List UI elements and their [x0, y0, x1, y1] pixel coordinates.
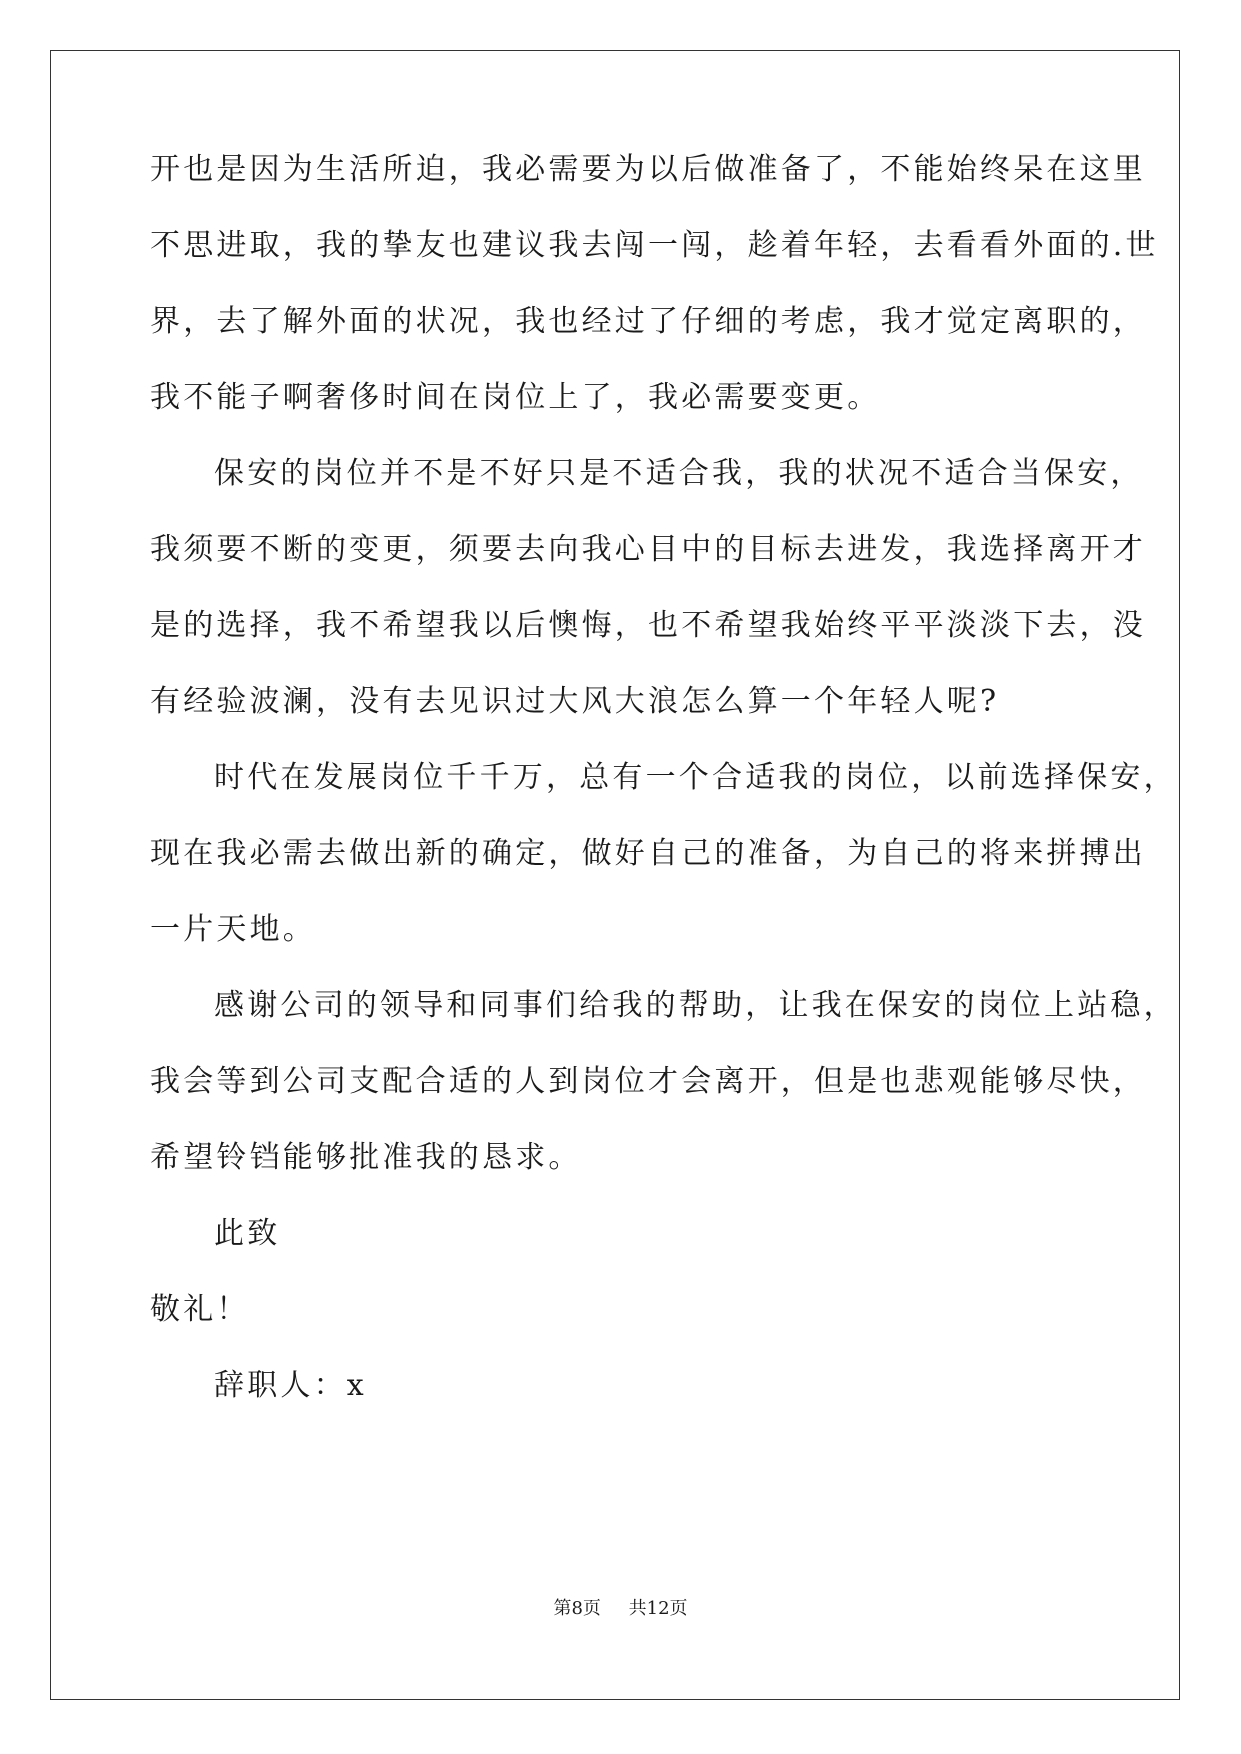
- signature-line: 辞职人：x: [214, 1368, 367, 1403]
- text-line: 我会等到公司支配合适的人到岗位才会离开，但是也悲观能够尽快，: [150, 1064, 1146, 1099]
- text-line: 希望铃铛能够批准我的恳求。: [150, 1140, 582, 1175]
- page-footer: [0, 1597, 1241, 1621]
- text-line: 不思进取，我的挚友也建议我去闯一闯，趁着年轻，去看看外面的.世: [150, 228, 1159, 263]
- page-number: 第8页: [553, 1598, 601, 1619]
- paragraph-start: 时代在发展岗位千千万，总有一个合适我的岗位，以前选择保安，: [214, 760, 1177, 795]
- text-line: 现在我必需去做出新的确定，做好自己的准备，为自己的将来拼搏出: [150, 836, 1146, 871]
- text-line: 有经验波澜，没有去见识过大风大浪怎么算一个年轻人呢?: [150, 684, 1000, 719]
- text-line: 是的选择，我不希望我以后懊悔，也不希望我始终平平淡淡下去，没: [150, 608, 1146, 643]
- text-line: 我须要不断的变更，须要去向我心目中的目标去进发，我选择离开才: [150, 532, 1146, 567]
- closing-salutation: 此致: [214, 1216, 281, 1251]
- closing-regards: 敬礼！: [150, 1292, 250, 1327]
- page-border: [50, 50, 1180, 1700]
- text-line: 我不能子啊奢侈时间在岗位上了，我必需要变更。: [150, 380, 881, 415]
- paragraph-start: 感谢公司的领导和同事们给我的帮助，让我在保安的岗位上站稳，: [214, 988, 1177, 1023]
- paragraph-start: 保安的岗位并不是不好只是不适合我，我的状况不适合当保安，: [214, 456, 1144, 491]
- text-line: 开也是因为生活所迫，我必需要为以后做准备了，不能始终呆在这里: [150, 152, 1146, 187]
- page-total: 共12页: [628, 1598, 688, 1619]
- text-line: 界，去了解外面的状况，我也经过了仔细的考虑，我才觉定离职的，: [150, 304, 1146, 339]
- text-line: 一片天地。: [150, 912, 316, 947]
